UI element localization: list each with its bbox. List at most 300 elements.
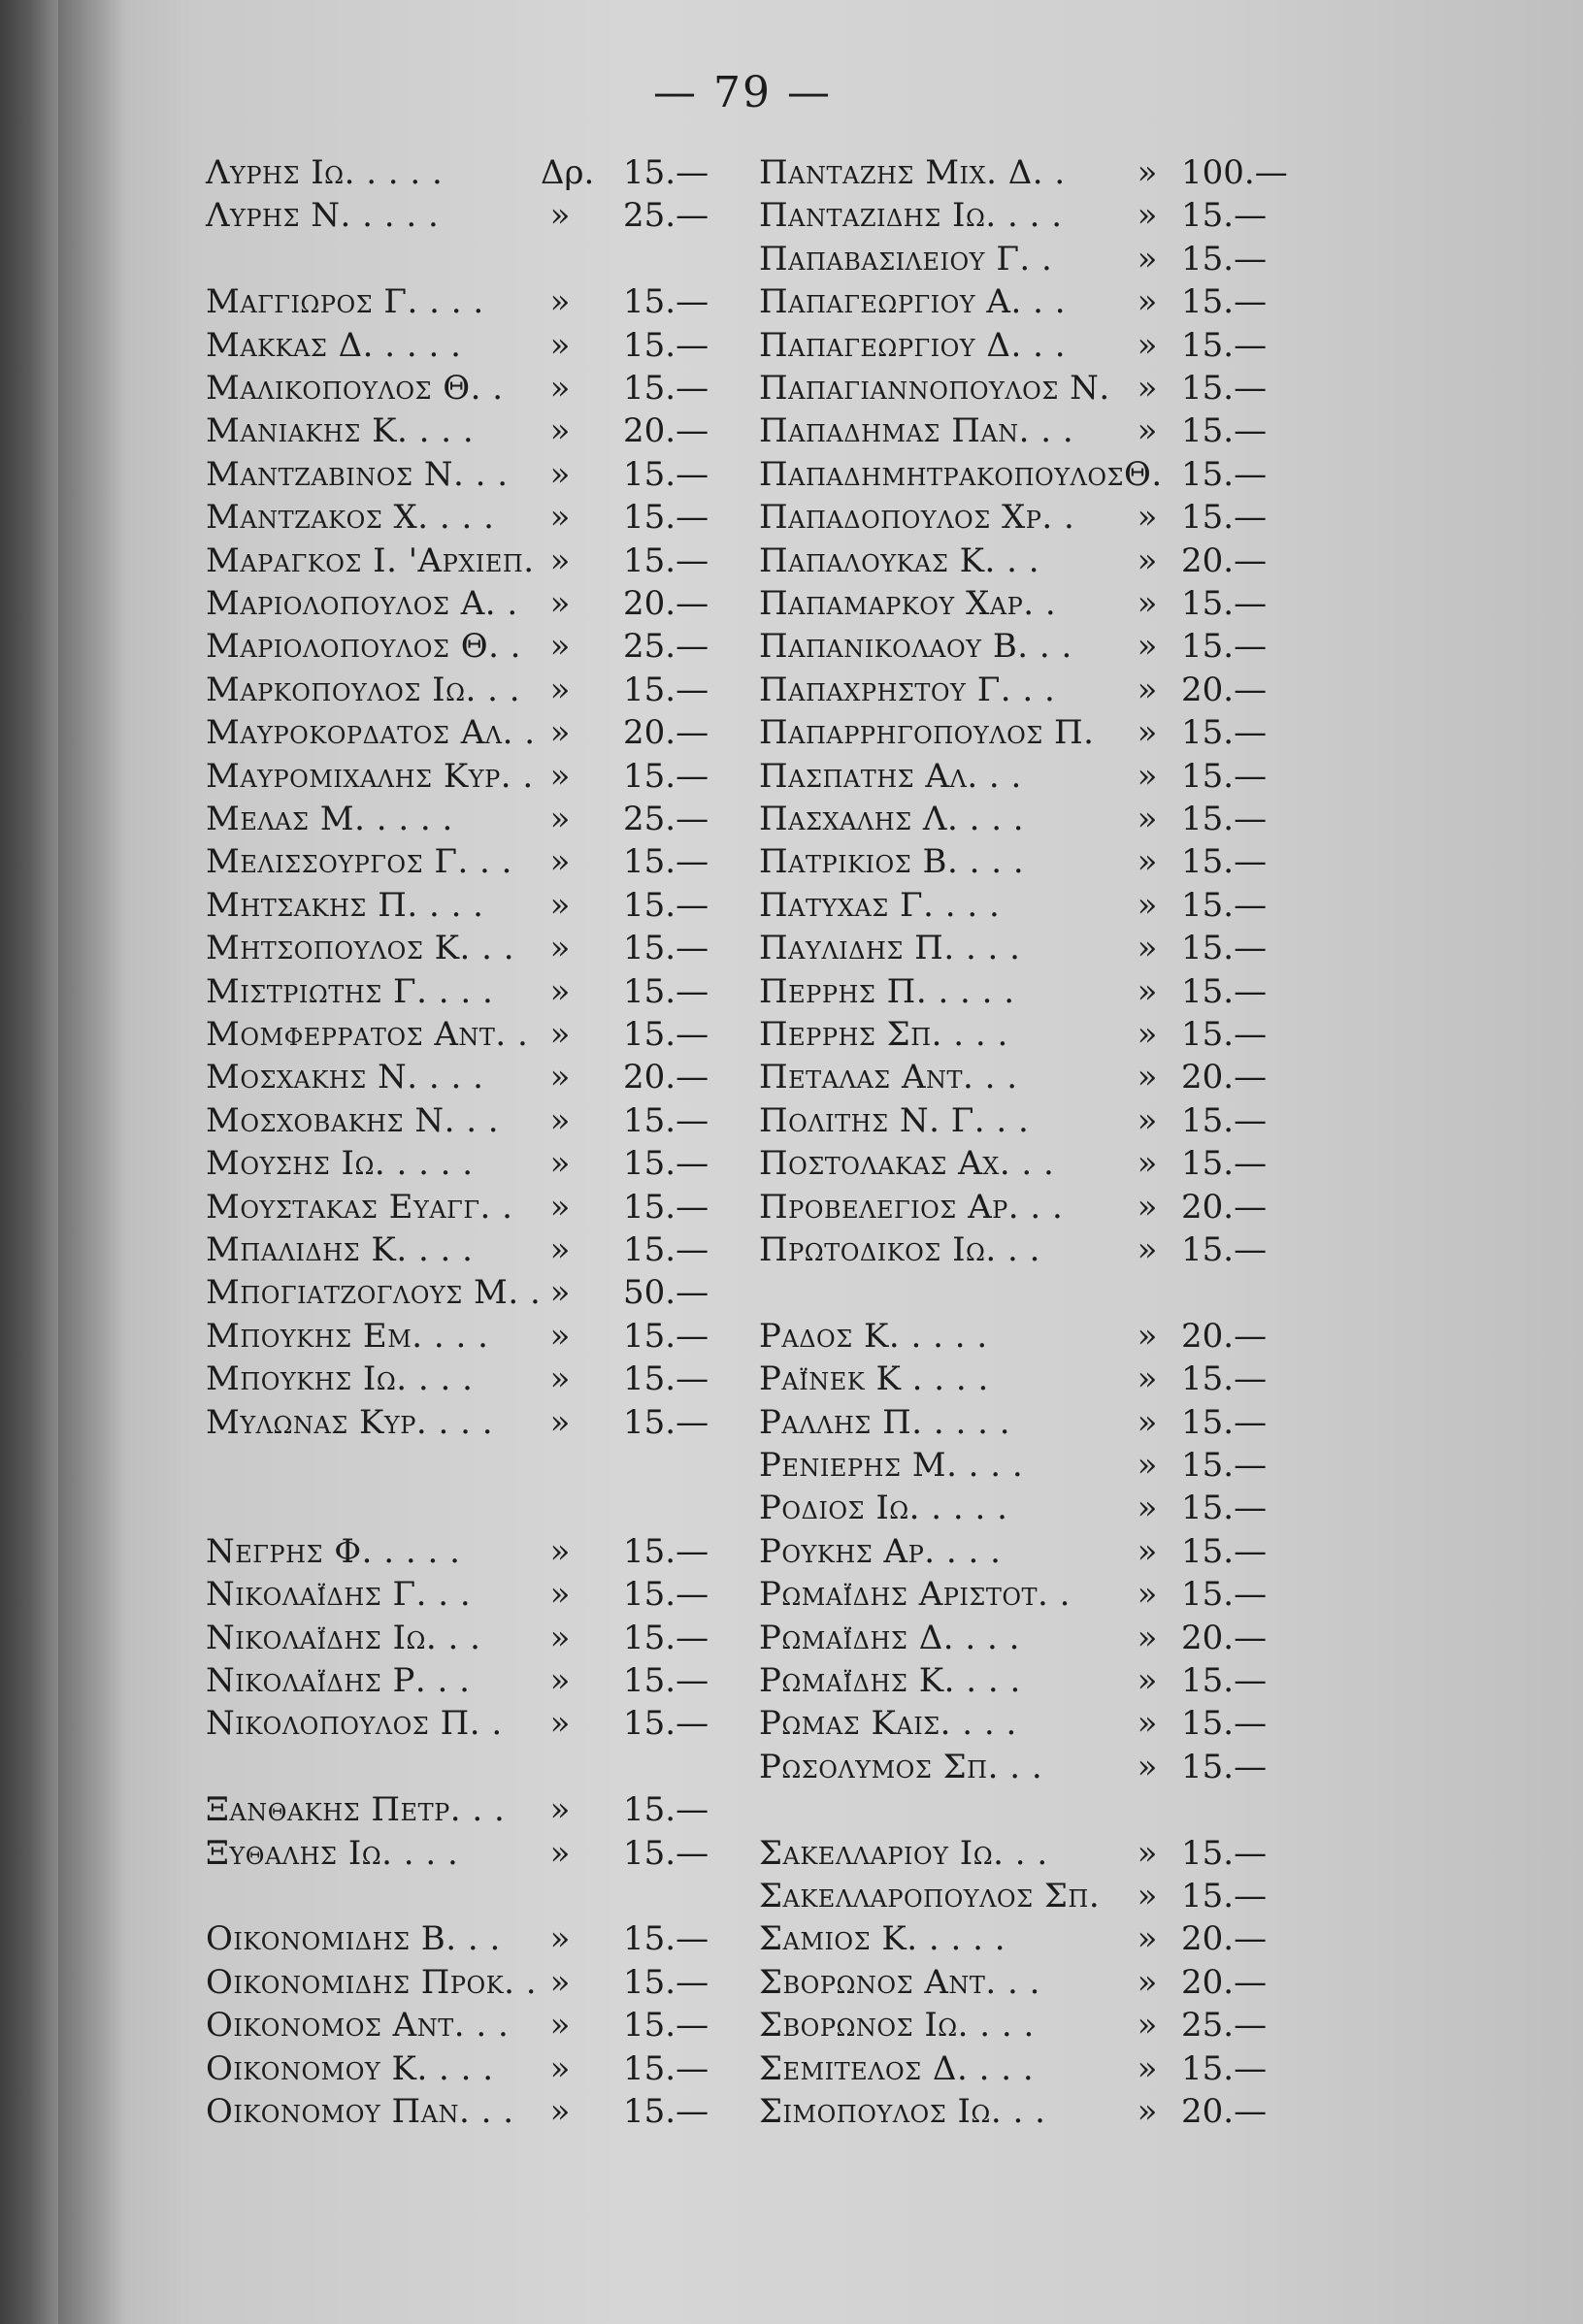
entry-name: Οικονομιδης Προκ. . [206, 1962, 538, 2002]
entry-amount: 15.— [1181, 929, 1268, 968]
entry-name: Μητσοπουλος Κ. . . [206, 929, 515, 968]
entry-amount: 15.— [623, 282, 709, 322]
entry-amount: 20.— [1181, 2092, 1268, 2131]
entry-name: Μπουκης Ιω. . . . [206, 1359, 474, 1399]
entry-name: Ρωμαΐδης Δ. . . . [759, 1618, 1020, 1657]
entry-name: Μαντζαβινος Ν. . . [206, 454, 509, 494]
entry-amount: 15.— [1181, 1489, 1268, 1528]
list-entry [759, 455, 1273, 494]
entry-amount: 15.— [1181, 842, 1268, 882]
entry-ditto-mark: » [1137, 2006, 1158, 2046]
list-entry [759, 1963, 1273, 2002]
entry-amount: 15.— [623, 2092, 709, 2131]
entry-name: Παπαβασιλειου Γ. . [759, 239, 1053, 278]
list-entry [206, 886, 710, 925]
list-entry [206, 326, 710, 365]
list-entry [206, 1790, 710, 1829]
entry-ditto-mark: » [549, 885, 571, 925]
list-entry [206, 671, 710, 709]
list-entry [759, 713, 1273, 752]
entry-ditto-mark: » [1137, 885, 1158, 925]
list-entry [759, 2092, 1273, 2131]
entry-name: Οικονομος Αντ. . . [206, 2006, 510, 2046]
entry-name: Νικολοπουλος Π. . [206, 1704, 503, 1744]
list-entry [206, 1144, 710, 1183]
entry-name: Μιστριωτης Γ. . . . [206, 971, 494, 1011]
entry-amount: 15.— [1181, 454, 1268, 494]
entry-ditto-mark: » [549, 1058, 571, 1097]
entry-name: Νικολαΐδης Ιω. . . [206, 1618, 481, 1657]
entry-ditto-mark: » [549, 1575, 571, 1615]
entry-amount: 15.— [1181, 1402, 1268, 1442]
list-entry [206, 411, 710, 450]
list-entry [206, 1963, 710, 2002]
entry-name: Παπαχρηστου Γ. . . [759, 670, 1056, 709]
entry-amount: 15.— [623, 153, 709, 192]
entry-ditto-mark: » [1137, 282, 1158, 322]
entry-name: Παπαγεωργιου Α. . . [759, 282, 1067, 322]
list-entry [759, 886, 1273, 925]
entry-amount: 15.— [1181, 1144, 1268, 1184]
entry-ditto-mark: » [1137, 1661, 1158, 1700]
page-number: — 79 — [653, 68, 832, 117]
entry-name: Ρενιερης Μ. . . . [759, 1446, 1024, 1485]
list-entry [206, 1661, 710, 1700]
list-entry [759, 584, 1273, 623]
entry-ditto-mark: » [549, 1273, 571, 1313]
entry-amount: 20.— [1181, 670, 1268, 709]
entry-ditto-mark: » [1137, 1747, 1158, 1786]
entry-ditto-mark: » [549, 540, 571, 580]
entry-name: Ρωμαΐδης Κ. . . . [759, 1661, 1021, 1700]
list-entry [206, 1015, 710, 1054]
entry-amount: 15.— [623, 2006, 709, 2046]
list-entry [759, 1058, 1273, 1097]
entry-ditto-mark: » [1137, 929, 1158, 968]
entry-amount: 15.— [1181, 1015, 1268, 1054]
entry-amount: 20.— [1181, 1618, 1268, 1657]
list-entry [206, 498, 710, 537]
entry-name: Νεγρης Φ. . . . . [206, 1531, 461, 1571]
entry-name: Μοσχοβακης Ν. . . [206, 1100, 500, 1140]
list-entry [759, 1619, 1273, 1657]
entry-ditto-mark: » [549, 842, 571, 882]
entry-ditto-mark: » [1137, 1704, 1158, 1744]
entry-ditto-mark: » [549, 1144, 571, 1184]
entry-ditto-mark: » [1137, 2048, 1158, 2088]
list-entry [759, 929, 1273, 967]
entry-amount: 15.— [1181, 1359, 1268, 1399]
entry-amount: 15.— [623, 1316, 709, 1356]
entry-amount: 15.— [623, 369, 709, 408]
entry-ditto-mark: » [1137, 1877, 1158, 1915]
entry-name: Λυρης Ν. . . . . [206, 196, 440, 236]
entry-amount: 20.— [1181, 1962, 1268, 2002]
gutter-shadow [58, 0, 126, 2324]
entry-amount: 15.— [1181, 713, 1268, 753]
entry-ditto-mark: » [1137, 670, 1158, 709]
entry-name: Νικολαΐδης Ρ. . . [206, 1661, 471, 1700]
entry-ditto-mark: » [549, 1187, 571, 1227]
entry-amount: 20.— [623, 411, 709, 451]
entry-amount: 15.— [1181, 239, 1268, 278]
list-entry [759, 1188, 1273, 1227]
list-entry [206, 1575, 710, 1614]
entry-name: Σιμοπουλος Ιω. . . [759, 2092, 1046, 2131]
entry-amount: 15.— [623, 1575, 709, 1615]
entry-name: Παπανικολαου Β. . . [759, 627, 1072, 667]
entry-amount: 15.— [623, 1100, 709, 1140]
entry-ditto-mark: » [549, 1359, 571, 1399]
list-entry [759, 972, 1273, 1011]
entry-ditto-mark: » [549, 2006, 571, 2046]
entry-name: Μοσχακης Ν. . . . [206, 1058, 484, 1097]
entry-ditto-mark: » [549, 498, 571, 538]
entry-amount: 15.— [623, 929, 709, 968]
entry-name: Πατρικιος Β. . . . [759, 842, 1025, 882]
list-entry [759, 1317, 1273, 1356]
list-entry [206, 1919, 710, 1958]
entry-name: Πολιτης Ν. Γ. . . [759, 1100, 1030, 1140]
list-entry [206, 627, 710, 666]
entry-ditto-mark: » [549, 1015, 571, 1054]
entry-ditto-mark: » [1137, 1100, 1158, 1140]
entry-ditto-mark: » [549, 713, 571, 753]
entry-amount: 15.— [1181, 2048, 1268, 2088]
list-entry [206, 1188, 710, 1227]
entry-amount: 15.— [1181, 1230, 1268, 1269]
list-entry [206, 1532, 710, 1571]
entry-ditto-mark: » [1137, 1618, 1158, 1657]
entry-amount: 100.— [1181, 153, 1288, 192]
list-entry [759, 240, 1273, 278]
entry-name: Σακελλαριου Ιω. . . [759, 1833, 1048, 1873]
list-entry [206, 2006, 710, 2045]
entry-amount: 15.— [623, 540, 709, 580]
entry-amount: 15.— [1181, 756, 1268, 796]
entry-amount: 20.— [623, 713, 709, 753]
entry-ditto-mark: » [549, 1919, 571, 1959]
entry-amount: 15.— [1181, 1747, 1268, 1786]
entry-ditto-mark: » [1137, 971, 1158, 1011]
list-entry [759, 1661, 1273, 1700]
entry-amount: 15.— [1181, 325, 1268, 365]
entry-ditto-mark: » [1137, 1531, 1158, 1571]
entry-amount: 15.— [623, 1144, 709, 1184]
entry-ditto-mark: » [549, 1316, 571, 1356]
entry-amount: 15.— [623, 1661, 709, 1700]
entry-ditto-mark: » [1137, 1962, 1158, 2002]
list-entry [759, 1489, 1273, 1527]
entry-name: Πατυχας Γ. . . . [759, 885, 1001, 925]
entry-ditto-mark: » [549, 325, 571, 365]
list-entry [759, 671, 1273, 709]
entry-ditto-mark: » [549, 670, 571, 709]
entry-amount: 15.— [623, 885, 709, 925]
entry-ditto-mark: » [549, 1790, 571, 1830]
entry-name: Πασχαλης Λ. . . . [759, 800, 1025, 838]
entry-amount: 15.— [1181, 1661, 1268, 1700]
entry-amount: 15.— [623, 1359, 709, 1399]
entry-name: Μαυροκορδατος Αλ. . [206, 713, 536, 753]
list-entry [206, 800, 710, 838]
entry-name: Παυλιδης Π. . . . [759, 929, 1021, 968]
entry-name: Ροδιος Ιω. . . . . [759, 1489, 1008, 1528]
entry-ditto-mark: » [1137, 369, 1158, 408]
list-entry [206, 1101, 710, 1140]
entry-amount: 15.— [1181, 800, 1268, 838]
entry-amount: 15.— [623, 2048, 709, 2088]
entry-amount: 25.— [623, 196, 709, 236]
list-entry [759, 842, 1273, 881]
entry-amount: 15.— [1181, 885, 1268, 925]
entry-name: Μουστακας Ευαγγ. . [206, 1187, 513, 1227]
list-entry [206, 584, 710, 623]
entry-ditto-mark: » [1137, 1359, 1158, 1399]
list-entry [759, 1403, 1273, 1442]
entry-ditto-mark: » [1137, 411, 1158, 451]
list-entry [206, 369, 710, 408]
entry-amount: 20.— [1181, 1919, 1268, 1959]
entry-ditto-mark: » [1137, 196, 1158, 236]
list-entry [206, 713, 710, 752]
entry-name: Σαμιος Κ. . . . . [759, 1919, 1006, 1959]
list-entry [759, 627, 1273, 666]
entry-amount: 15.— [1181, 282, 1268, 322]
list-entry [206, 1230, 710, 1269]
list-entry [206, 842, 710, 881]
entry-ditto-mark: » [1137, 1919, 1158, 1959]
entry-amount: 15.— [1181, 411, 1268, 451]
entry-amount: 15.— [1181, 196, 1268, 236]
list-entry [206, 929, 710, 967]
entry-name: Οικονομου Κ. . . . [206, 2048, 494, 2088]
entry-ditto-mark: » [1137, 1402, 1158, 1442]
entry-ditto-mark: » [1137, 239, 1158, 278]
entry-ditto-mark: » [549, 282, 571, 322]
list-entry [759, 196, 1273, 235]
entry-name: Μαριολοπουλος Θ. . [206, 627, 521, 667]
entry-name: Παπαδημας Παν. . . [759, 411, 1074, 451]
list-entry [759, 1015, 1273, 1054]
entry-ditto-mark: » [549, 627, 571, 667]
entry-amount: 15.— [623, 1704, 709, 1744]
list-entry [206, 1058, 710, 1097]
entry-name: Οικονομιδης Β. . . [206, 1919, 501, 1959]
entry-name: Παπαλουκας Κ. . . [759, 540, 1040, 580]
entry-amount: 15.— [623, 756, 709, 796]
entry-amount: 20.— [623, 584, 709, 623]
entry-name: Σακελλαροπουλος Σπ. [759, 1877, 1101, 1915]
entry-name: Οικονομου Παν. . . [206, 2092, 514, 2131]
list-entry [759, 1532, 1273, 1571]
entry-ditto-mark: » [1137, 325, 1158, 365]
entry-name: Μελισσουργος Γ. . . [206, 842, 512, 882]
entry-name: Μητσακης Π. . . . [206, 885, 484, 925]
entry-name: Μαγγιωρος Γ. . . . [206, 282, 484, 322]
entry-ditto-mark: » [549, 756, 571, 796]
list-entry [759, 282, 1273, 321]
entry-name: Πεταλας Αντ. . . [759, 1058, 1018, 1097]
entry-amount: 15.— [1181, 498, 1268, 538]
entry-name: Λυρης Ιω. . . . . [206, 153, 444, 192]
entry-ditto-mark: » [549, 411, 571, 451]
entry-ditto-mark: » [1137, 1316, 1158, 1356]
list-entry [206, 1359, 710, 1398]
entry-amount: 25.— [1181, 2006, 1268, 2046]
entry-name: Μανιακης Κ. . . . [206, 411, 475, 451]
entry-name: Ξυθαλης Ιω. . . . [206, 1833, 459, 1873]
list-entry [206, 196, 710, 235]
entry-ditto-mark: » [1137, 1489, 1158, 1528]
list-entry [206, 1704, 710, 1743]
entry-name: Παπαδοπουλος Χρ. . [759, 498, 1075, 538]
entry-amount: 15.— [623, 1919, 709, 1959]
list-entry [206, 2049, 710, 2088]
list-entry [759, 1877, 1273, 1915]
entry-name: Ραΐνεκ Κ . . . . [759, 1359, 989, 1399]
entry-name: Νικολαΐδης Γ. . . [206, 1575, 472, 1615]
entry-name: Σεμιτελος Δ. . . . [759, 2048, 1035, 2088]
list-entry [206, 1834, 710, 1873]
list-entry [206, 455, 710, 494]
entry-amount: 15.— [623, 1230, 709, 1269]
list-entry [759, 541, 1273, 580]
list-entry [759, 1748, 1273, 1786]
entry-ditto-mark: » [549, 800, 571, 838]
entry-name: Παπαγιαννοπουλος Ν. [759, 369, 1110, 408]
entry-ditto-mark: » [1137, 713, 1158, 753]
list-entry [759, 1101, 1273, 1140]
entry-name: Ξανθακης Πετρ. . . [206, 1790, 506, 1830]
entry-name: Σβορωνος Ιω. . . . [759, 2006, 1035, 2046]
entry-amount: 25.— [623, 800, 709, 838]
list-entry [759, 153, 1288, 192]
entry-amount: 15.— [623, 1962, 709, 2002]
entry-name: Ραδος Κ. . . . . [759, 1316, 988, 1356]
entry-name: Πανταζης Μιχ. Δ. . [759, 153, 1066, 192]
list-entry [206, 757, 710, 796]
entry-name: Ποστολακας Αχ. . . [759, 1144, 1055, 1184]
entry-amount: 15.— [1181, 1531, 1268, 1571]
list-entry [759, 1704, 1273, 1743]
entry-amount: 15.— [623, 842, 709, 882]
entry-amount: 20.— [1181, 1058, 1268, 1097]
entry-ditto-mark: » [549, 1230, 571, 1269]
entry-amount: 15.— [1181, 1877, 1268, 1915]
entry-amount: 15.— [623, 1402, 709, 1442]
entry-amount: 15.— [623, 971, 709, 1011]
list-entry [206, 2092, 710, 2131]
entry-name: Μουσης Ιω. . . . . [206, 1144, 474, 1184]
entry-name: Μομφερρατος Αντ. . [206, 1015, 529, 1054]
entry-name: Περρης Σπ. . . . [759, 1015, 1008, 1054]
entry-name: Ραλλης Π. . . . . [759, 1402, 1010, 1442]
entry-amount: 20.— [1181, 540, 1268, 580]
entry-name: Μαραγκος Ι. 'Αρχιεπ. [206, 540, 535, 580]
entry-ditto-mark: » [549, 1704, 571, 1744]
entry-name: Μαρκοπουλος Ιω. . . [206, 670, 520, 709]
entry-ditto-mark: » [1137, 1187, 1158, 1227]
entry-amount: 15.— [623, 1015, 709, 1054]
entry-amount: 15.— [1181, 369, 1268, 408]
entry-ditto-mark: » [549, 2092, 571, 2131]
entry-amount: 15.— [1181, 1575, 1268, 1615]
entry-name: Μαριολοπουλος Α. . [206, 584, 518, 623]
entry-name: Μελας Μ. . . . . [206, 800, 453, 838]
entry-ditto-mark: » [1137, 153, 1158, 192]
entry-name: Μπαλιδης Κ. . . . [206, 1230, 474, 1269]
entry-name: ΠαπαδημητρακοπουλοςΘ. [759, 454, 1163, 494]
entry-amount: 15.— [623, 1531, 709, 1571]
list-entry [206, 541, 710, 580]
entry-amount: 15.— [623, 325, 709, 365]
list-entry [759, 1359, 1273, 1398]
entry-name: Μαυρομιχαλης Κυρ. . [206, 756, 534, 796]
entry-amount: 20.— [1181, 1187, 1268, 1227]
entry-name: Μπουκης Εμ. . . . [206, 1316, 489, 1356]
entry-amount: 15.— [623, 1618, 709, 1657]
entry-ditto-mark: » [1137, 540, 1158, 580]
entry-amount: 20.— [623, 1058, 709, 1097]
entry-amount: 15.— [623, 1187, 709, 1227]
entry-name: Παπαμαρκου Χαρ. . [759, 584, 1057, 623]
entry-ditto-mark: » [549, 971, 571, 1011]
list-entry [759, 2006, 1273, 2045]
list-entry [759, 1834, 1273, 1873]
entry-amount: 15.— [1181, 1100, 1268, 1140]
entry-amount: 15.— [623, 1833, 709, 1873]
entry-amount: 20.— [1181, 1316, 1268, 1356]
entry-ditto-mark: » [549, 1833, 571, 1873]
list-entry [759, 1575, 1273, 1614]
entry-ditto-mark: » [1137, 1058, 1158, 1097]
entry-ditto-mark: » [549, 1661, 571, 1700]
entry-ditto-mark: » [1137, 1144, 1158, 1184]
book-gutter [0, 0, 58, 2324]
entry-ditto-mark: » [549, 454, 571, 494]
entry-ditto-mark: » [1137, 800, 1158, 838]
entry-ditto-mark: » [549, 584, 571, 623]
entry-amount: 15.— [1181, 1446, 1268, 1485]
list-entry [759, 498, 1273, 537]
entry-name: Ρουκης Αρ. . . . [759, 1531, 1002, 1571]
entry-ditto-mark: » [1137, 498, 1158, 538]
entry-amount: 15.— [623, 498, 709, 538]
entry-name: Μπογιατζογλους Μ. . [206, 1273, 542, 1313]
list-entry [206, 153, 710, 192]
entry-ditto-mark: » [1137, 2092, 1158, 2131]
entry-ditto-mark: » [549, 2048, 571, 2088]
entry-amount: 15.— [1181, 584, 1268, 623]
entry-amount: 15.— [1181, 971, 1268, 1011]
entry-amount: 50.— [623, 1273, 709, 1313]
entry-ditto-mark: » [1137, 1446, 1158, 1485]
entry-name: Πρωτοδικος Ιω. . . [759, 1230, 1040, 1269]
entry-name: Σβορωνος Αντ. . . [759, 1962, 1040, 2002]
entry-name: Παπαρρηγοπουλος Π. [759, 713, 1095, 753]
list-entry [759, 1144, 1273, 1183]
list-entry [759, 1919, 1273, 1958]
entry-amount: 15.— [1181, 1833, 1268, 1873]
entry-ditto-mark: » [549, 196, 571, 236]
entry-name: Ρωμαΐδης Αριστοτ. . [759, 1575, 1071, 1615]
entry-amount: 15.— [623, 454, 709, 494]
list-entry [759, 1446, 1273, 1485]
entry-ditto-mark: » [1137, 842, 1158, 882]
entry-name: Ρωσολυμος Σπ. . . [759, 1747, 1043, 1786]
list-entry [759, 757, 1273, 796]
